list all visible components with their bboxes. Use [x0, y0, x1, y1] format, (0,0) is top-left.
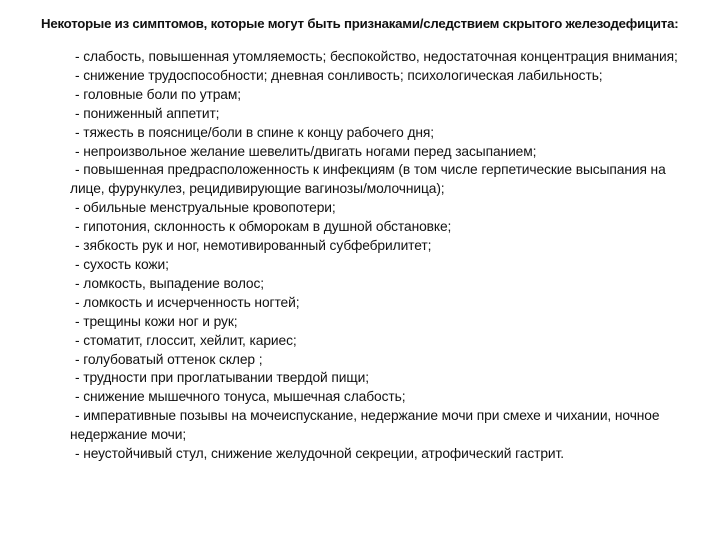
symptom-item: - сухость кожи;	[75, 256, 169, 272]
symptom-item: - зябкость рук и ног, немотивированный субфебрилитет;	[75, 238, 432, 254]
symptom-item: - трудности при проглатывании твердой пищи;	[75, 370, 369, 386]
symptom-item: - снижение трудоспособности; дневная сонливость; психологическая лабильность;	[75, 67, 603, 83]
symptom-item: - неустойчивый стул, снижение желудочной секреции, атрофический гастрит.	[75, 446, 564, 462]
symptom-list	[70, 48, 690, 464]
symptom-item: - пониженный аппетит;	[75, 105, 220, 121]
symptom-item: - снижение мышечного тонуса, мышечная слабость;	[75, 389, 406, 405]
symptom-item: - непроизвольное желание шевелить/двигать ногами перед засыпанием;	[75, 143, 537, 159]
symptom-item: - ломкость и исчерченность ногтей;	[75, 294, 300, 310]
symptom-item: - гипотония, склонность к обморокам в душной обстановке;	[75, 219, 452, 235]
symptom-item: - тяжесть в пояснице/боли в спине к концу рабочего дня;	[75, 124, 435, 140]
symptom-item: - голубоватый оттенок склер ;	[75, 351, 263, 367]
symptom-item: - повышенная предрасположенность к инфекциям (в том числе герпетические высыпания на лице, фурункулез, рецидивирующие вагинозы/молочница);	[70, 162, 666, 197]
symptom-item: - ломкость, выпадение волос;	[75, 275, 265, 291]
symptom-item: - стоматит, глоссит, хейлит, кариес;	[75, 332, 297, 348]
slide-title: Некоторые из симптомов, которые могут быть признаками/следствием скрытого железодефицита:	[41, 16, 679, 31]
symptom-item: - трещины кожи ног и рук;	[75, 313, 238, 329]
symptom-item: - слабость, повышенная утомляемость; беспокойство, недостаточная концентрация внимания;	[75, 49, 678, 64]
symptom-item: - обильные менструальные кровопотери;	[75, 200, 336, 216]
symptom-item: - императивные позывы на мочеиспускание, недержание мочи при смехе и чихании, ночное недержание мочи;	[70, 408, 660, 443]
symptom-item: - головные боли по утрам;	[75, 86, 241, 102]
